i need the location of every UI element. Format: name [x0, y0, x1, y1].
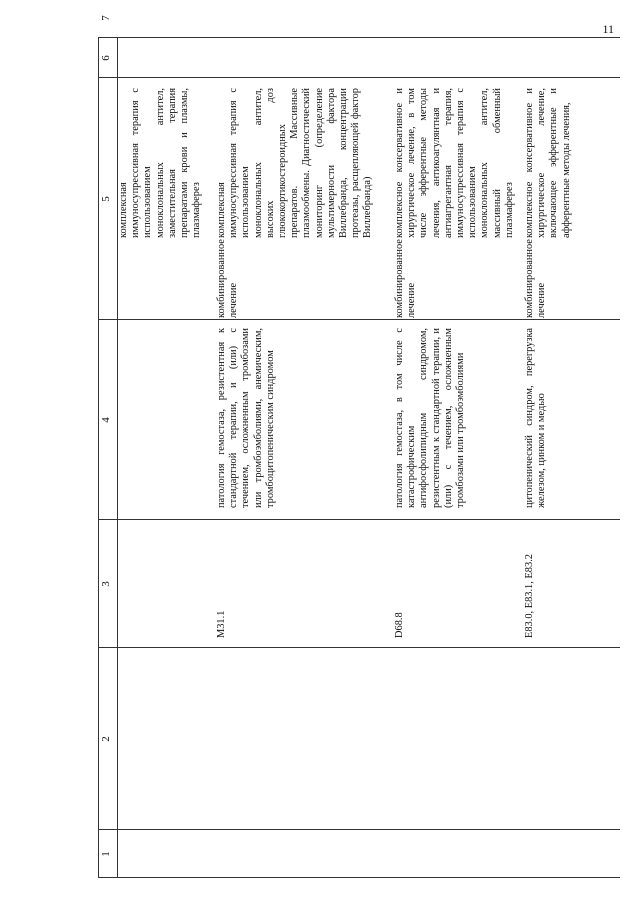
column-number-4: 4 — [100, 417, 112, 423]
row-condition: патология гемостаза, в том числе с катастрофическим антифосфолипидным синдромом, резистентным к стандартной терапии, и (или) с течением, осложненным тромбозами или тромбоэмболиями — [394, 328, 467, 508]
row-treatment-type: комбинированное лечение — [394, 239, 418, 318]
column-number-1: 1 — [100, 851, 112, 857]
row-method: комплексная иммуносупрессивная терапия с использованием моноклональных антител, высоких доз глюкокортикостероидных препаратов. Массивные плазмообмены. Диагностический мониторинг (определение мультимерности фактора Виллебранда, концентрации протеазы, расщепляющей фактор Виллебранда) — [216, 88, 374, 238]
column-number-5: 5 — [100, 196, 112, 202]
row-method: комплексное консервативное и хирургическое лечение, в том числе эфферентные методы лечения, антикоагулянтная и антиагрегантная терапия, иммуносупрессивная терапия с использованием моноклональных антител, массивный обменный плазмаферез — [394, 88, 515, 238]
treatment-table — [98, 15, 620, 878]
row-treatment-type: комбинированное лечение — [216, 239, 240, 318]
table-row — [216, 38, 388, 878]
rotated-table — [98, 15, 620, 878]
column-number-6: 6 — [100, 55, 112, 61]
row-treatment-type: комбинированное лечение — [524, 239, 548, 318]
page-number: 11 — [602, 22, 614, 36]
column-number-2: 2 — [100, 736, 112, 742]
row-condition: патология гемостаза, резистентная к стандартной терапии, и (или) с течением, осложненным тромбозами или тромбоэмболиями, анемическим, тромбоцитопеническим синдромом — [216, 328, 276, 508]
table-top-border — [98, 38, 99, 878]
row-method: комплексная иммуносупрессивная терапия с использованием моноклональных антител, заместительная терапия препаратами крови и плазмы, плазмаферез — [118, 88, 203, 238]
row-method: комплексное консервативное и хирургическое лечение, включающее эфферентные и афферентные методы лечения, — [524, 88, 572, 238]
table-row — [524, 38, 614, 878]
row-code: M31.1 — [216, 610, 227, 638]
column-number-7: 7 — [100, 15, 112, 21]
row-code: D68.8 — [394, 612, 405, 638]
column-number-3: 3 — [100, 581, 112, 587]
row-condition: цитопенический синдром, перегрузка железом, цинком и медью — [524, 328, 548, 508]
table-row — [118, 38, 214, 878]
row-code: E83.0, E83.1, E83.2 — [524, 554, 535, 638]
table-row — [394, 38, 518, 878]
